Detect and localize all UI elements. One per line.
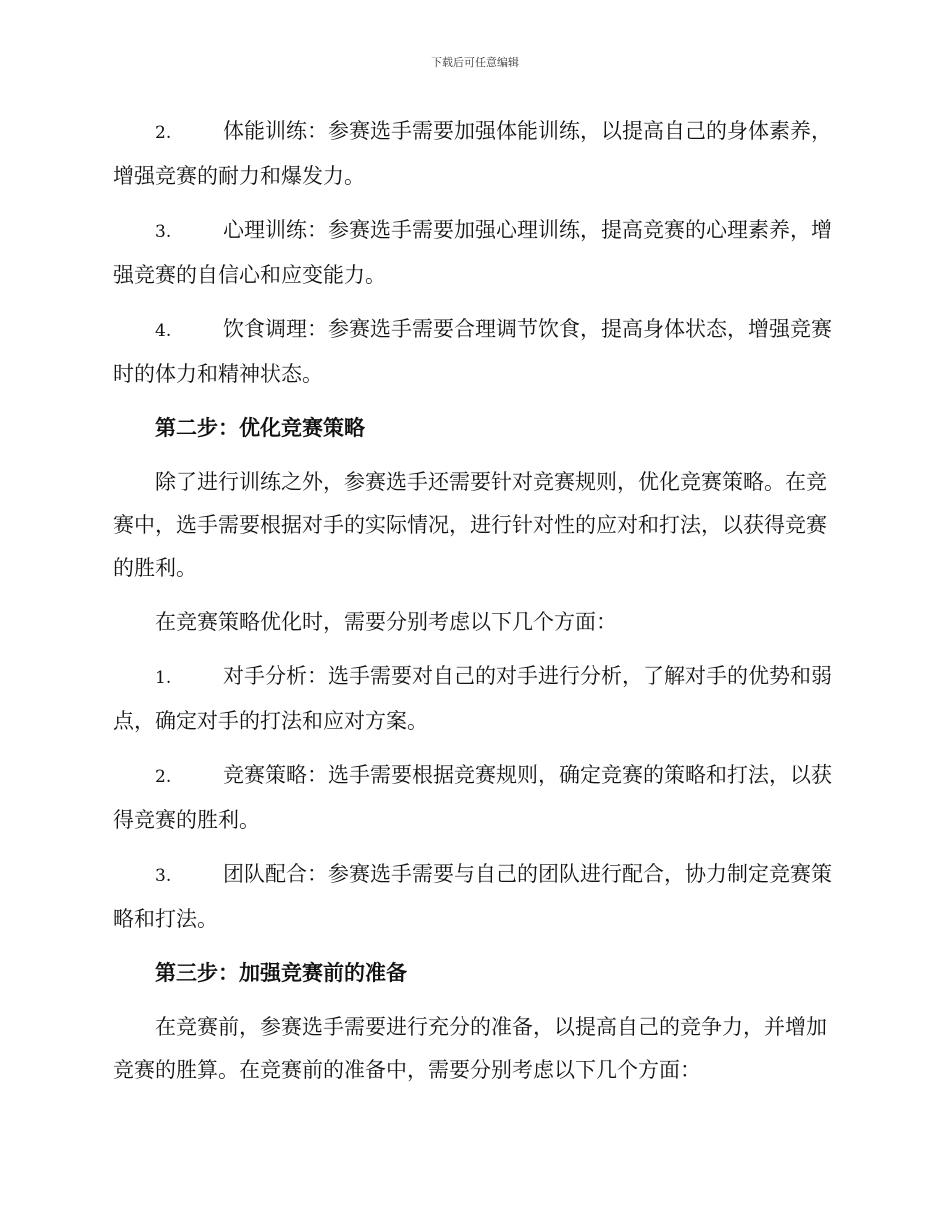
list-number: 3. xyxy=(155,222,172,242)
list-item-text: 竞赛策略：选手需要根据竞赛规则，确定竞赛的策略和打法，以获得竞赛的胜利。 xyxy=(113,763,832,832)
section-heading: 第二步：优化竞赛策略 xyxy=(155,416,365,440)
list-item xyxy=(113,655,835,743)
section-heading: 第三步：加强竞赛前的准备 xyxy=(155,961,407,985)
paragraph: 在竞赛前，参赛选手需要进行充分的准备，以提高自己的竞争力，并增加竞赛的胜算。在竞赛前的准备中，需要分别考虑以下几个方面： xyxy=(113,1015,827,1082)
page-header: 下载后可任意编辑 xyxy=(431,56,519,69)
list-number: 2. xyxy=(155,123,172,143)
list-item-text: 心理训练：参赛选手需要加强心理训练，提高竞赛的心理素养，增强竞赛的自信心和应变能力。 xyxy=(113,218,832,287)
list-item-text: 体能训练：参赛选手需要加强体能训练，以提高自己的身体素养，增强竞赛的耐力和爆发力。 xyxy=(113,119,832,188)
list-item-text: 团队配合：参赛选手需要与自己的团队进行配合，协力制定竞赛策略和打法。 xyxy=(113,862,832,931)
list-item xyxy=(113,110,835,198)
list-item-text: 对手分析：选手需要对自己的对手进行分析，了解对手的优势和弱点，确定对手的打法和应对方案。 xyxy=(113,664,832,733)
list-item xyxy=(113,853,835,941)
list-number: 3. xyxy=(155,866,172,886)
list-number: 2. xyxy=(155,767,172,787)
paragraph: 除了进行训练之外，参赛选手还需要针对竞赛规则，优化竞赛策略。在竞赛中，选手需要根据对手的实际情况，进行针对性的应对和打法，以获得竞赛的胜利。 xyxy=(113,470,827,580)
paragraph: 在竞赛策略优化时，需要分别考虑以下几个方面： xyxy=(155,610,617,634)
list-item xyxy=(113,209,835,297)
list-item xyxy=(113,308,835,396)
list-item-text: 饮食调理：参赛选手需要合理调节饮食，提高身体状态，增强竞赛时的体力和精神状态。 xyxy=(113,317,832,386)
list-number: 4. xyxy=(155,321,172,341)
document-body xyxy=(113,110,835,1103)
list-item xyxy=(113,754,835,842)
list-number: 1. xyxy=(155,668,172,688)
